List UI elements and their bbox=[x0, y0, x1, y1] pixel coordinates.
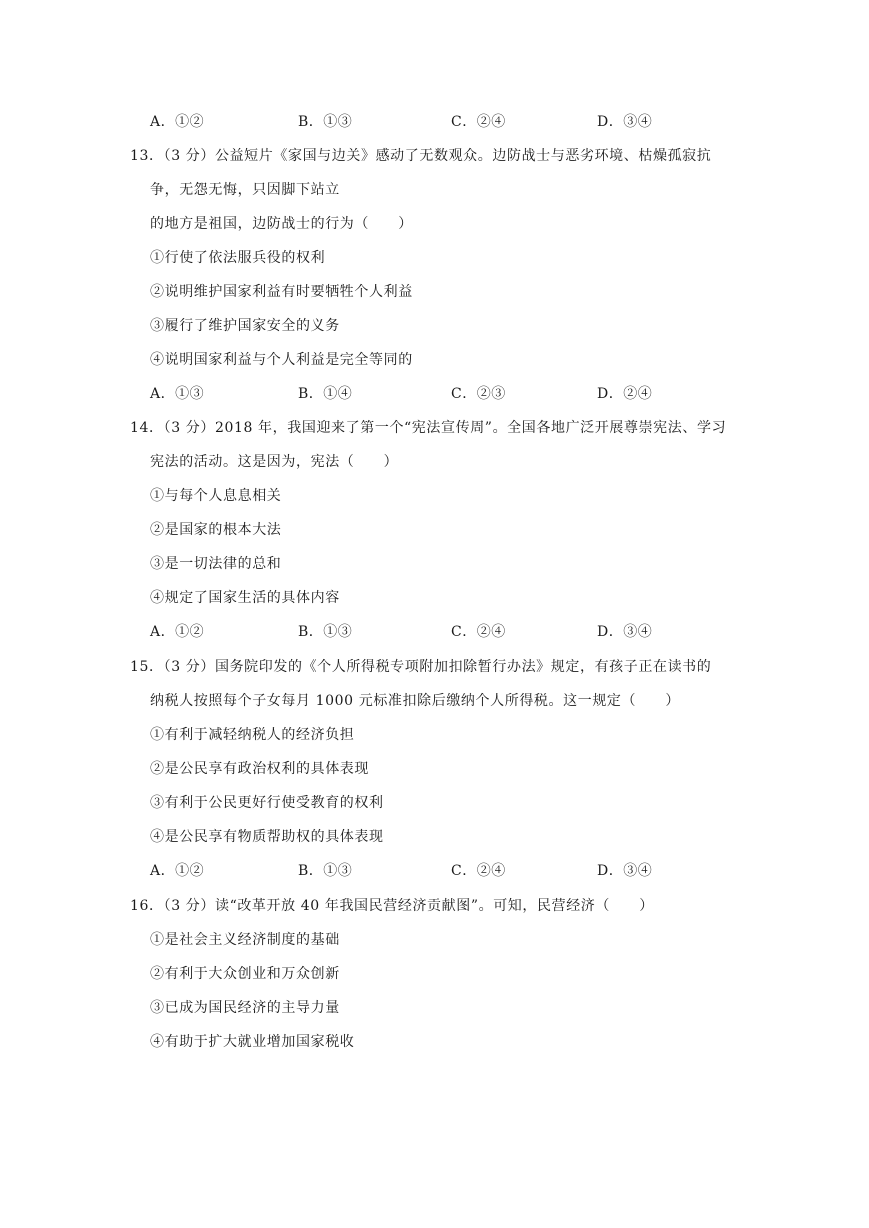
q15-statement-2: ②是公民享有政治权利的具体表现 bbox=[150, 761, 369, 777]
q13-stem-line-3: 的地方是祖国，边防战士的行为（ ） bbox=[150, 216, 413, 232]
q15-statement-4: ④是公民享有物质帮助权的具体表现 bbox=[150, 829, 384, 845]
q12-option-a: A．①② bbox=[150, 114, 205, 130]
q14-option-c: C．②④ bbox=[451, 624, 506, 640]
q14-statement-2: ②是国家的根本大法 bbox=[150, 522, 282, 538]
q15-option-b: B．①③ bbox=[298, 863, 353, 879]
q14-stem-line-2: 宪法的活动。这是因为，宪法（ ） bbox=[150, 454, 399, 470]
q13-option-d: D．②④ bbox=[597, 386, 653, 402]
q12-option-c: C．②④ bbox=[451, 114, 506, 130]
q13-statement-1: ①行使了依法服兵役的权利 bbox=[150, 250, 326, 266]
q15-statement-3: ③有利于公民更好行使受教育的权利 bbox=[150, 795, 384, 811]
q16-statement-4: ④有助于扩大就业增加国家税收 bbox=[150, 1034, 355, 1050]
q14-statement-3: ③是一切法律的总和 bbox=[150, 556, 282, 572]
q16-statement-3: ③已成为国民经济的主导力量 bbox=[150, 1000, 340, 1016]
q15-option-c: C．②④ bbox=[451, 863, 506, 879]
q13-option-a: A．①③ bbox=[150, 386, 205, 402]
q14-statement-1: ①与每个人息息相关 bbox=[150, 488, 282, 504]
q16-statement-2: ②有利于大众创业和万众创新 bbox=[150, 966, 340, 982]
q14-statement-4: ④规定了国家生活的具体内容 bbox=[150, 590, 340, 606]
q15-stem-line-2: 纳税人按照每个子女每月 1000 元标准扣除后缴纳个人所得税。这一规定（ ） bbox=[150, 693, 680, 709]
q14-stem-line-1: 14．（3 分）2018 年，我国迎来了第一个“宪法宣传周”。全国各地广泛开展尊崇宪法、学习 bbox=[130, 420, 727, 436]
q15-statement-1: ①有利于减轻纳税人的经济负担 bbox=[150, 727, 355, 743]
q14-option-b: B．①③ bbox=[298, 624, 353, 640]
q13-option-c: C．②③ bbox=[451, 386, 506, 402]
q14-option-d: D．③④ bbox=[597, 624, 653, 640]
q16-stem-line-1: 16．（3 分）读“改革开放 40 年我国民营经济贡献图”。可知，民营经济（ ） bbox=[130, 898, 654, 914]
q13-statement-3: ③履行了维护国家安全的义务 bbox=[150, 318, 340, 334]
q15-option-d: D．③④ bbox=[597, 863, 653, 879]
q13-stem-line-2: 争，无怨无悔，只因脚下站立 bbox=[150, 182, 340, 198]
q14-option-a: A．①② bbox=[150, 624, 205, 640]
q15-stem-line-1: 15．（3 分）国务院印发的《个人所得税专项附加扣除暂行办法》规定，有孩子正在读书的 bbox=[130, 659, 712, 675]
q13-option-b: B．①④ bbox=[298, 386, 353, 402]
q13-stem-line-1: 13．（3 分）公益短片《家国与边关》感动了无数观众。边防战士与恶劣环境、枯燥孤寂抗 bbox=[130, 148, 712, 164]
q12-option-b: B．①③ bbox=[298, 114, 353, 130]
q12-option-d: D．③④ bbox=[597, 114, 653, 130]
q13-statement-2: ②说明维护国家利益有时要牺牲个人利益 bbox=[150, 284, 413, 300]
q15-option-a: A．①② bbox=[150, 863, 205, 879]
q13-statement-4: ④说明国家利益与个人利益是完全等同的 bbox=[150, 352, 413, 368]
q16-statement-1: ①是社会主义经济制度的基础 bbox=[150, 932, 340, 948]
